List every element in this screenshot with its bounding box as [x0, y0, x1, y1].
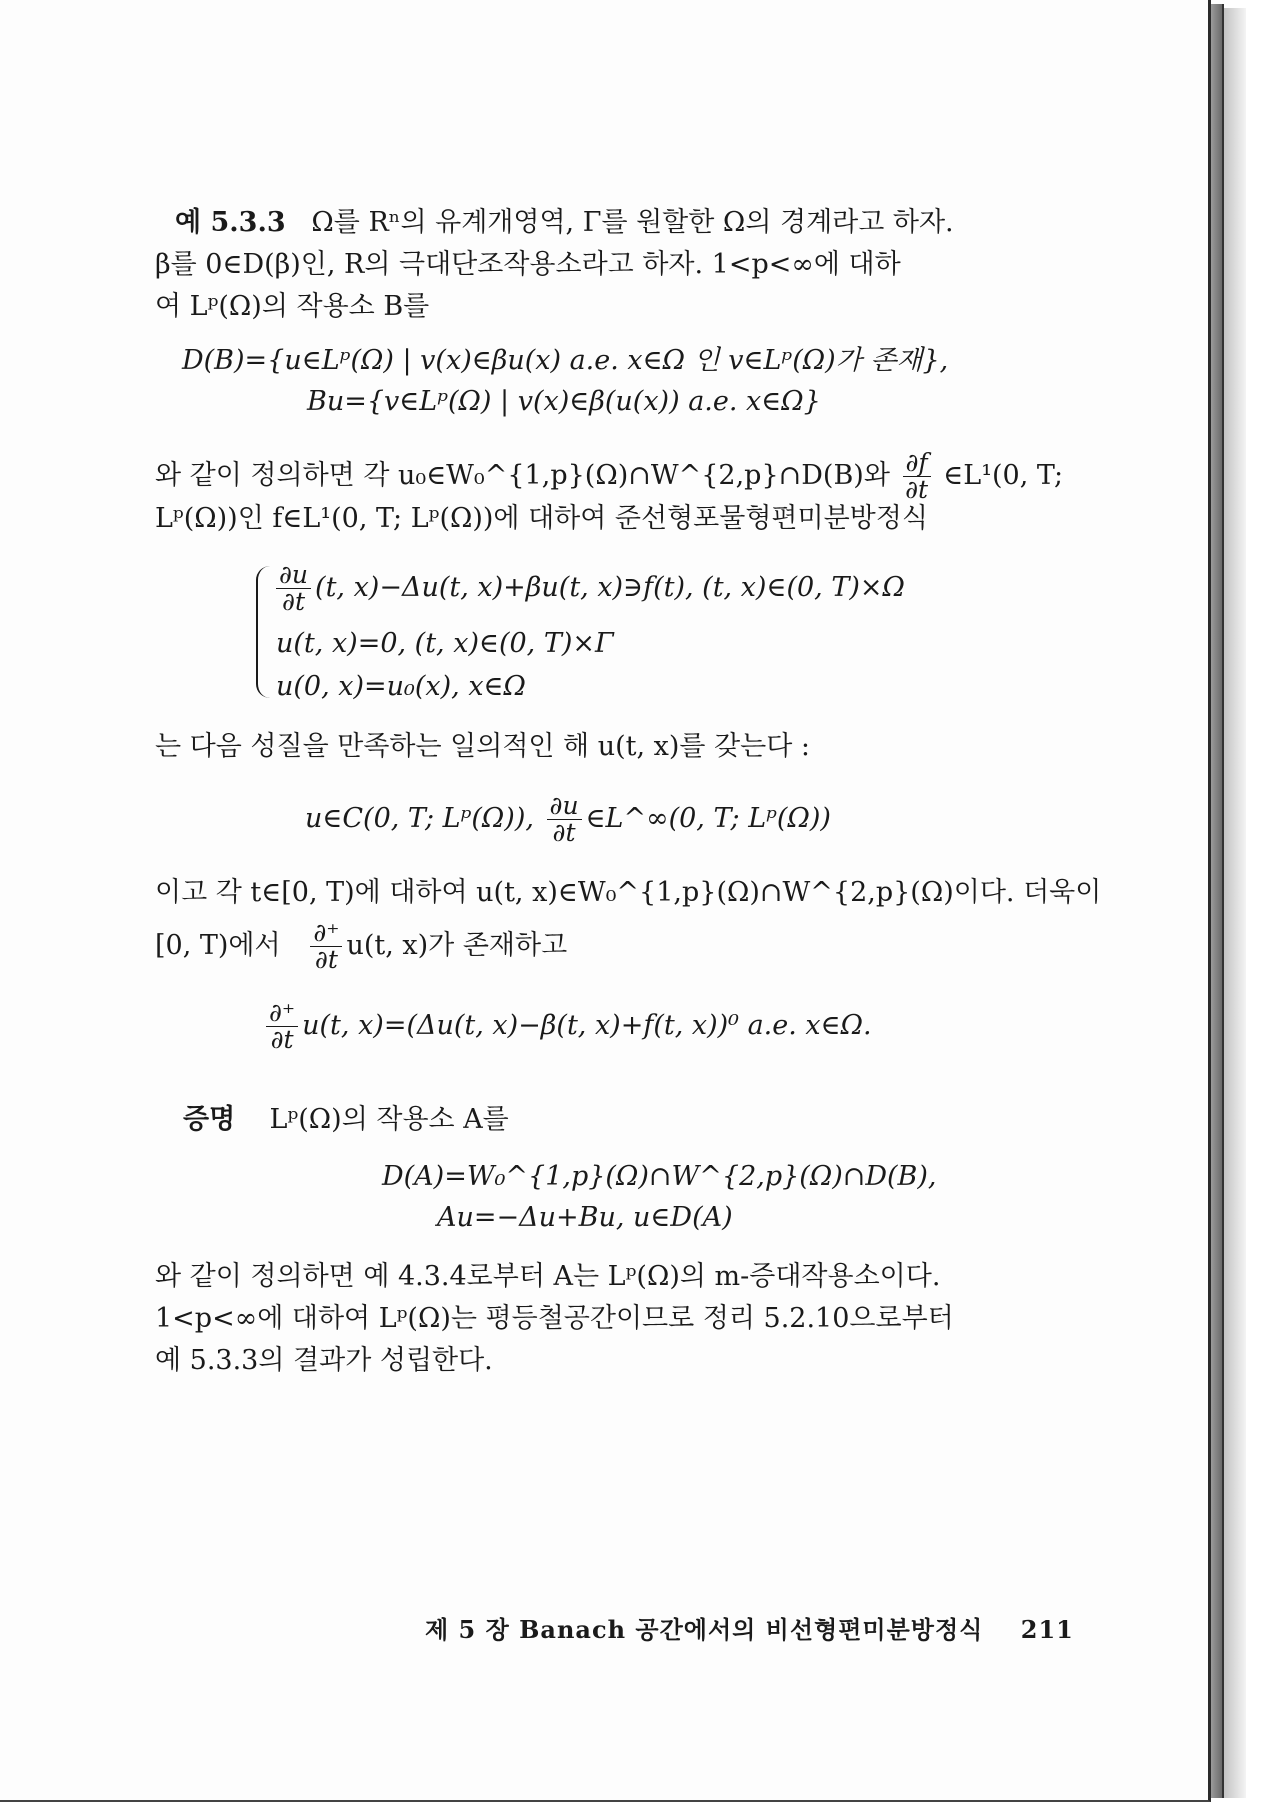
equation-domain-B: D(B)={u∈Lᵖ(Ω) | v(x)∈βu(x) a.e. x∈Ω 인 v∈Lᵖ(Ω)가 존재}, [182, 345, 949, 376]
system-equation-2: u(t, x)=0, (t, x)∈(0, T)×Γ [276, 628, 614, 659]
equation-right-derivative [262, 1000, 872, 1053]
fraction-df-dt [903, 450, 931, 503]
proof-heading: 증명 [183, 1104, 236, 1135]
fraction-denominator: ∂t [270, 1025, 294, 1054]
fraction-dplus-dt-inline [310, 920, 342, 973]
fraction-dplus-dt [266, 1000, 298, 1053]
regularity-text-b: ∈L^∞(0, T; Lᵖ(Ω)) [585, 803, 831, 834]
fraction-denominator: ∂t [552, 818, 576, 847]
fraction-numerator: ∂f [903, 450, 931, 477]
running-footer [425, 1610, 1074, 1645]
equation-operator-B: Bu={v∈Lᵖ(Ω) | v(x)∈β(u(x)) a.e. x∈Ω} [307, 386, 821, 417]
example-text-4a: 와 같이 정의하면 각 u₀∈W₀^{1,p}(Ω)∩W^{2,p}∩D(B)와 [155, 460, 890, 491]
fraction-numerator: ∂⁺ [310, 920, 342, 947]
proof-line-4: 예 5.3.3의 결과가 성립한다. [155, 1345, 493, 1376]
example-text-8a: [0, T)에서 [155, 930, 281, 961]
running-head: 제 5 장 Banach 공간에서의 비선형편미분방정식 [425, 1615, 984, 1644]
example-line-3: 여 Lᵖ(Ω)의 작용소 B를 [155, 291, 430, 322]
example-line-5: Lᵖ(Ω))인 f∈L¹(0, T; Lᵖ(Ω))에 대하여 준선형포물형편미분방정식 [155, 503, 928, 534]
proof-line-3: 1<p<∞에 대하여 Lᵖ(Ω)는 평등철공간이므로 정리 5.2.10으로부터 [155, 1303, 954, 1334]
right-derivative-text: u(t, x)=(Δu(t, x)−β(t, x)+f(t, x))⁰ a.e. x∈Ω. [302, 1010, 872, 1041]
fraction-du-dt [276, 562, 311, 615]
system-equation-3: u(0, x)=u₀(x), x∈Ω [276, 671, 526, 702]
proof-text-1: Lᵖ(Ω)의 작용소 A를 [269, 1104, 509, 1135]
proof-line-2: 와 같이 정의하면 예 4.3.4로부터 A는 Lᵖ(Ω)의 m-증대작용소이다. [155, 1261, 941, 1292]
example-text-8b: u(t, x)가 존재하고 [346, 930, 568, 961]
example-heading: 예 5.3.3 [175, 207, 286, 238]
regularity-text-a: u∈C(0, T; Lᵖ(Ω)), [305, 803, 534, 834]
example-line-6: 는 다음 성질을 만족하는 일의적인 해 u(t, x)를 갖는다 : [155, 731, 811, 762]
fraction-denominator: ∂t [314, 945, 338, 974]
example-line-7: 이고 각 t∈[0, T)에 대하여 u(t, x)∈W₀^{1,p}(Ω)∩W^{2,p}(Ω)이다. 더욱이 [155, 877, 1102, 908]
fraction-du-dt-regularity [547, 793, 582, 846]
example-line-8 [155, 920, 567, 973]
example-text-1: Ω를 Rⁿ의 유계개영역, Γ를 원할한 Ω의 경계라고 하자. [311, 207, 954, 238]
page-number: 211 [1020, 1615, 1074, 1644]
proof-line-1 [183, 1103, 509, 1137]
equation-domain-A: D(A)=W₀^{1,p}(Ω)∩W^{2,p}(Ω)∩D(B), [382, 1161, 937, 1192]
fraction-numerator: ∂u [547, 793, 582, 820]
system-equation-1-text: (t, x)−Δu(t, x)+βu(t, x)∋f(t), (t, x)∈(0, T)×Ω [315, 572, 905, 603]
left-brace [256, 566, 272, 698]
fraction-denominator: ∂t [905, 475, 929, 504]
example-text-4b: ∈L¹(0, T; [943, 460, 1064, 491]
fraction-numerator: ∂u [276, 562, 311, 589]
equation-regularity [305, 793, 831, 846]
example-line-2: β를 0∈D(β)인, R의 극대단조작용소라고 하자. 1<p<∞에 대하 [155, 249, 901, 280]
system-equation-1 [272, 562, 905, 615]
page-shadow [1222, 8, 1246, 1798]
example-line-4 [155, 450, 1063, 503]
fraction-numerator: ∂⁺ [266, 1000, 298, 1027]
fraction-denominator: ∂t [282, 587, 305, 616]
equation-operator-A: Au=−Δu+Bu, u∈D(A) [437, 1202, 733, 1233]
example-line-1 [175, 206, 954, 240]
